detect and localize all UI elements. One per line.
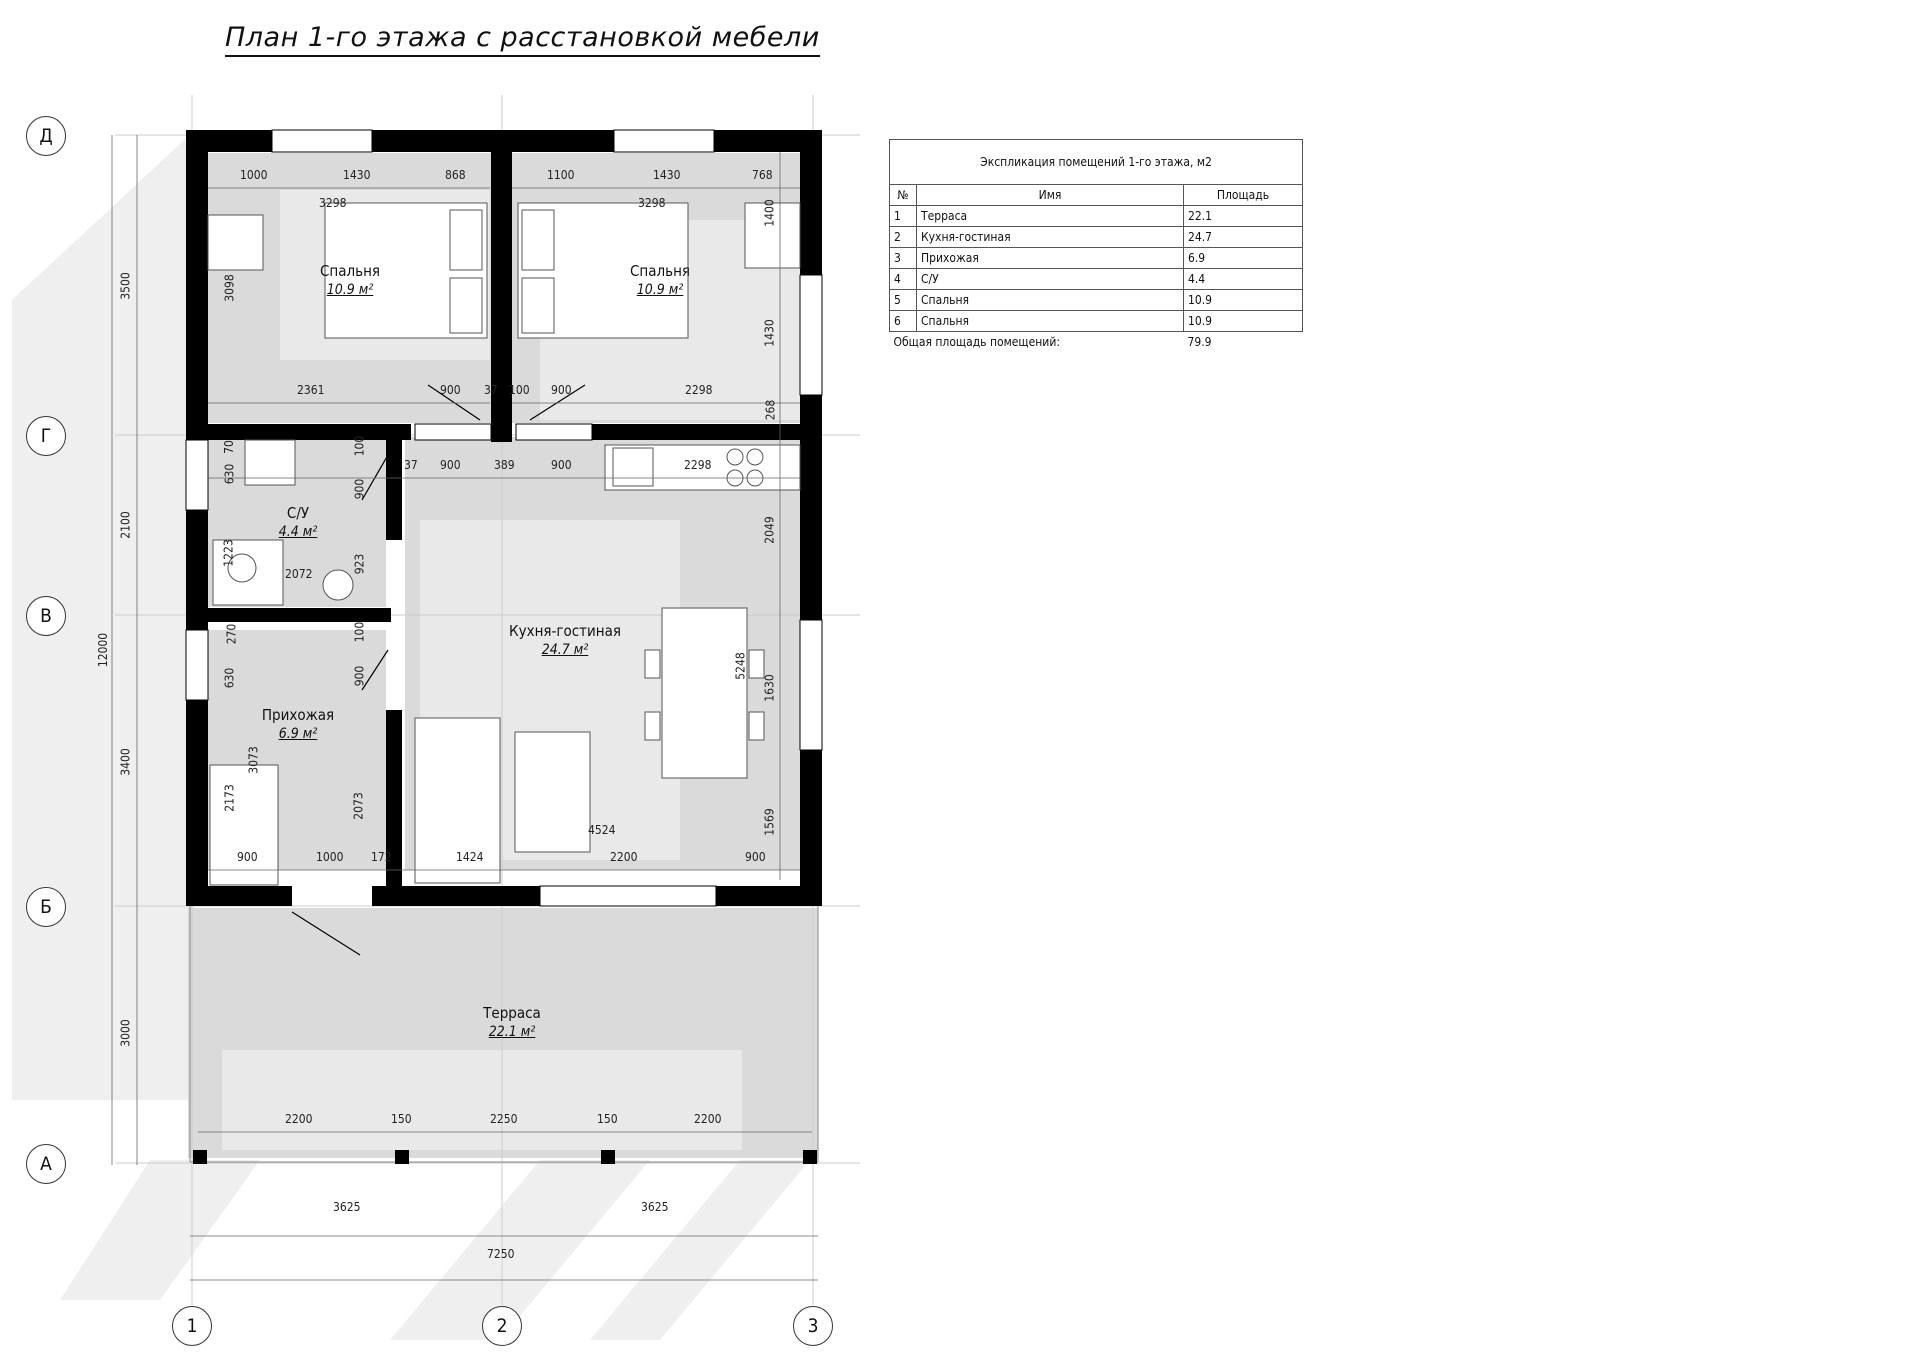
- cell: 2: [890, 227, 917, 248]
- axis-row-marker: Б: [26, 887, 66, 927]
- axis-col-marker: 1: [172, 1306, 212, 1346]
- dimension-label: 900: [551, 383, 572, 397]
- dimension-label: 900: [352, 665, 367, 687]
- dimension-label: 1430: [343, 168, 371, 182]
- total-value: 79.9: [1187, 335, 1212, 349]
- cell: 5: [890, 290, 917, 311]
- room-area: 10.9 м²: [326, 282, 374, 298]
- dimension-label: 37: [404, 458, 418, 472]
- dimension-label: 5248: [733, 652, 748, 680]
- cell: С/У: [917, 269, 1184, 290]
- dimension-label: 4524: [588, 823, 616, 837]
- room-label-bedroom-right: [610, 262, 710, 299]
- dimension-label: 2361: [297, 383, 325, 397]
- dimension-label: 70: [221, 440, 236, 454]
- dimension-label: 1430: [762, 319, 777, 347]
- dimension-label: 2200: [694, 1112, 722, 1126]
- dimension-label: 3073: [246, 746, 261, 774]
- room-explication-table: [889, 139, 1303, 352]
- axis-row-marker: Г: [26, 416, 66, 456]
- table-row: [890, 206, 1303, 227]
- room-label-bathroom: [258, 504, 338, 541]
- dimension-label: 3625: [641, 1200, 669, 1214]
- dimension-label: 900: [745, 850, 766, 864]
- dimension-label: 2073: [351, 792, 366, 820]
- dimension-label: 2298: [684, 458, 712, 472]
- dimension-label: 900: [440, 458, 461, 472]
- room-name: Прихожая: [261, 706, 335, 724]
- dimension-label: 37: [484, 383, 498, 397]
- explication-grid: [889, 184, 1303, 352]
- dimension-label: 389: [494, 458, 515, 472]
- dimension-label: 1400: [762, 199, 777, 227]
- dimension-label: 1100: [547, 168, 575, 182]
- axis-col-marker: 3: [793, 1306, 833, 1346]
- drawing-title: План 1-го этажа с расстановкой мебели: [225, 22, 820, 57]
- room-area: 10.9 м²: [636, 282, 684, 298]
- dimension-label: 100: [352, 621, 367, 643]
- cell: 10.9: [1184, 290, 1303, 311]
- table-row: [890, 227, 1303, 248]
- dimension-label: 150: [597, 1112, 618, 1126]
- room-area: 24.7 м²: [541, 642, 589, 658]
- cell: 22.1: [1184, 206, 1303, 227]
- room-name: Спальня: [319, 262, 381, 280]
- cell: 4: [890, 269, 917, 290]
- dimension-label: 2100: [118, 511, 133, 539]
- dimension-label: 3400: [118, 748, 133, 776]
- dimension-label: 1430: [653, 168, 681, 182]
- column-header: Имя: [917, 185, 1184, 206]
- dimension-label: 630: [222, 667, 237, 689]
- axis-row-marker: В: [26, 596, 66, 636]
- dimension-label: 3098: [222, 274, 237, 302]
- total-label: Общая площадь помещений:: [893, 335, 1060, 349]
- table-row: [890, 290, 1303, 311]
- cell: 3: [890, 248, 917, 269]
- dimension-label: 2200: [610, 850, 638, 864]
- dimension-label: 12000: [96, 632, 111, 668]
- cell: Кухня-гостиная: [917, 227, 1184, 248]
- axis-row-marker: Д: [26, 116, 66, 156]
- dimension-label: 1223: [221, 539, 236, 567]
- dimension-label: 2250: [490, 1112, 518, 1126]
- room-name: С/У: [286, 504, 310, 522]
- dimension-label: 2072: [285, 567, 313, 581]
- room-area: 4.4 м²: [278, 524, 318, 540]
- room-name: Кухня-гостиная: [509, 622, 621, 640]
- cell: 24.7: [1184, 227, 1303, 248]
- cell: Прихожая: [917, 248, 1184, 269]
- dimension-label: 630: [222, 463, 237, 485]
- dimension-label: 3500: [118, 272, 133, 300]
- room-label-hall: [248, 706, 348, 743]
- dimension-label: 923: [352, 553, 367, 575]
- dimension-label: 3298: [319, 196, 347, 210]
- cell: 4.4: [1184, 269, 1303, 290]
- dimension-label: 270: [224, 623, 239, 645]
- dimension-label: 1569: [762, 808, 777, 836]
- room-name: Терраса: [483, 1004, 541, 1022]
- dimension-label: 3000: [118, 1019, 133, 1047]
- dimension-label: 2049: [762, 516, 777, 544]
- axis-col-marker: 2: [482, 1306, 522, 1346]
- cell: 6: [890, 311, 917, 332]
- dimension-label: 2200: [285, 1112, 313, 1126]
- column-header: №: [890, 185, 917, 206]
- table-total-row: [890, 332, 1303, 353]
- dimension-label: 1630: [762, 674, 777, 702]
- dimension-label: 768: [752, 168, 773, 182]
- dimension-label: 3625: [333, 1200, 361, 1214]
- dimension-label: 868: [445, 168, 466, 182]
- dimension-label: 2173: [222, 784, 237, 812]
- cell: 6.9: [1184, 248, 1303, 269]
- dimension-label: 7250: [487, 1247, 515, 1261]
- dimension-label: 1000: [240, 168, 268, 182]
- dimension-label: 172: [371, 850, 392, 864]
- room-label-terrace: [452, 1004, 572, 1041]
- column-header: Площадь: [1184, 185, 1303, 206]
- table-row: [890, 248, 1303, 269]
- room-label-bedroom-left: [300, 262, 400, 299]
- cell: 10.9: [1184, 311, 1303, 332]
- table-row: [890, 311, 1303, 332]
- table-row: [890, 269, 1303, 290]
- dimension-label: 1000: [316, 850, 344, 864]
- dimension-label: 100: [352, 435, 367, 457]
- room-label-kitchen: [490, 622, 640, 659]
- dimension-label: 268: [763, 399, 778, 421]
- cell: Терраса: [917, 206, 1184, 227]
- room-area: 6.9 м²: [278, 726, 318, 742]
- dimension-label: 150: [391, 1112, 412, 1126]
- table-caption: Экспликация помещений 1-го этажа, м2: [889, 139, 1303, 184]
- dimension-label: 1424: [456, 850, 484, 864]
- axis-row-marker: А: [26, 1144, 66, 1184]
- dimension-label: 900: [551, 458, 572, 472]
- cell: 1: [890, 206, 917, 227]
- room-area: 22.1 м²: [488, 1024, 536, 1040]
- cell: Спальня: [917, 290, 1184, 311]
- room-name: Спальня: [629, 262, 691, 280]
- dimension-label: 900: [352, 478, 367, 500]
- dimension-label: 2298: [685, 383, 713, 397]
- dimension-label: 900: [440, 383, 461, 397]
- dimension-label: 900: [237, 850, 258, 864]
- cell: Спальня: [917, 311, 1184, 332]
- dimension-label: 100: [509, 383, 530, 397]
- table-header-row: [890, 185, 1303, 206]
- dimension-label: 3298: [638, 196, 666, 210]
